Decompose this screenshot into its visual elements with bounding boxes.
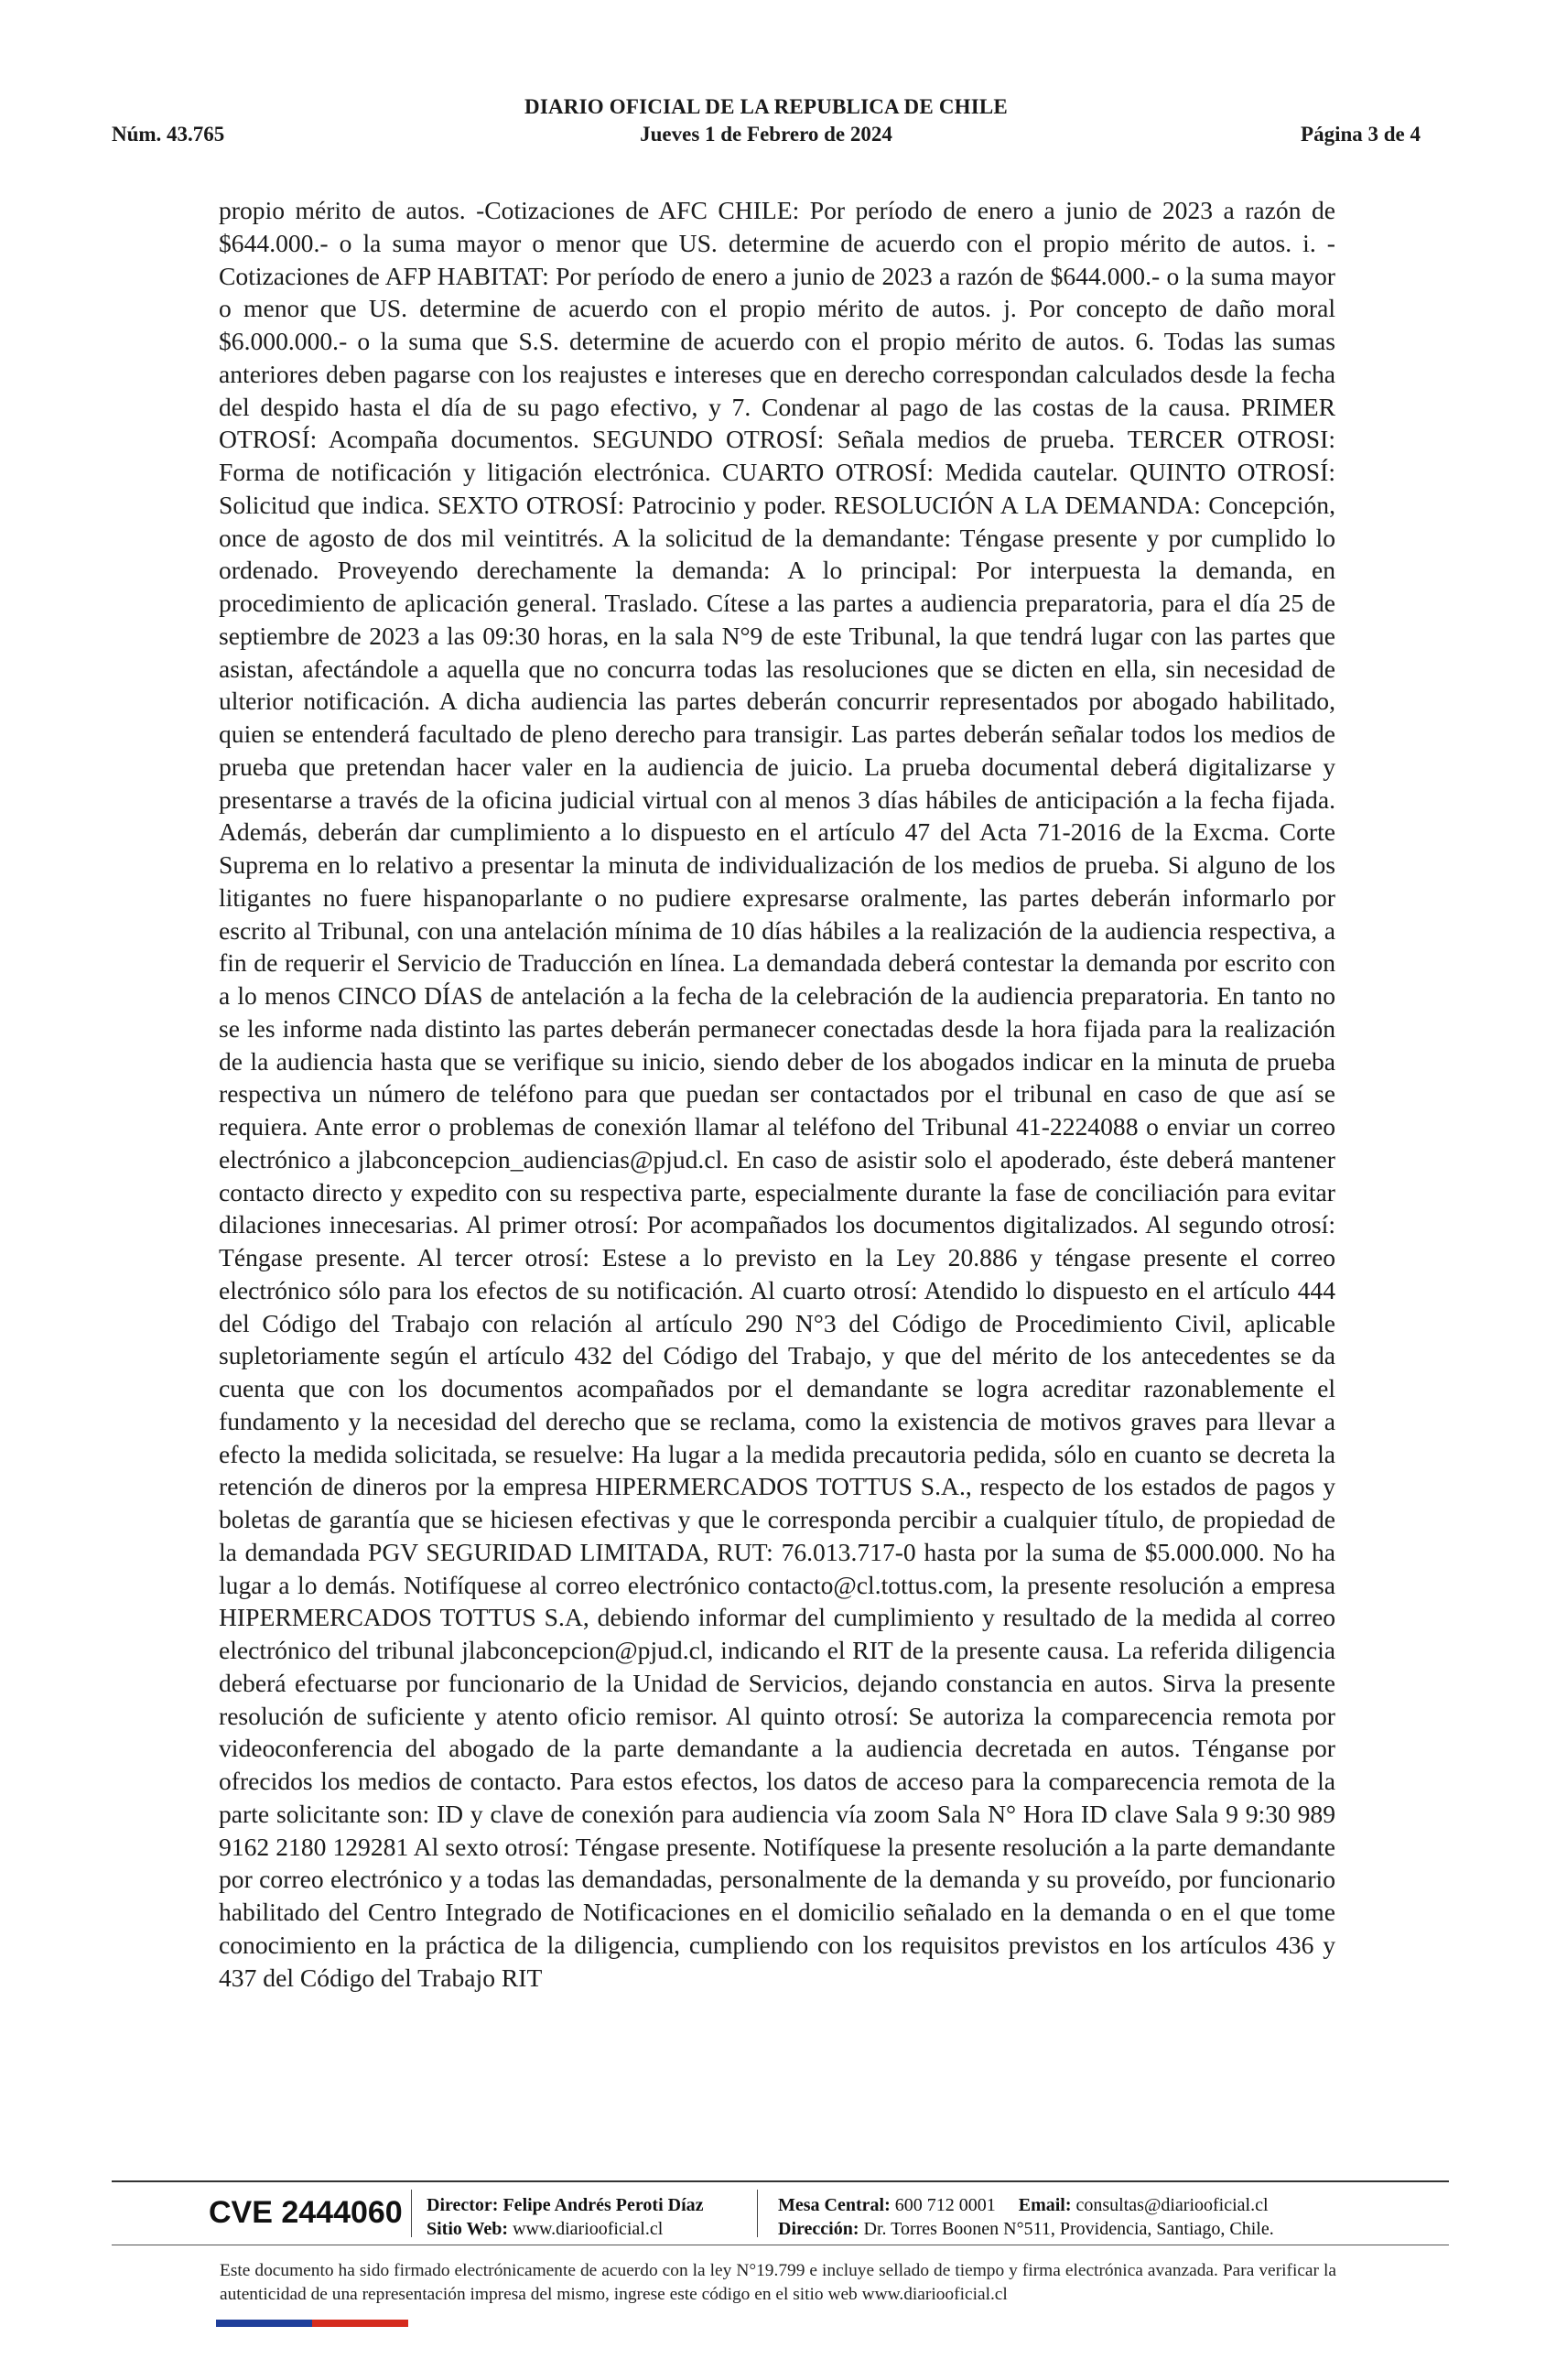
email-label: Email: [1018,2195,1072,2215]
page-footer [112,2186,1449,2241]
address-label: Dirección: [778,2219,859,2239]
cve-code: CVE 2444060 [209,2195,403,2230]
phone-label: Mesa Central: [778,2195,891,2215]
director-name: Felipe Andrés Peroti Díaz [502,2195,704,2215]
footer-divider [112,2180,1449,2182]
phone-value: 600 712 0001 [894,2195,996,2215]
email-link[interactable]: consultas@diariooficial.cl [1075,2195,1269,2215]
flag-red-segment [312,2320,408,2327]
address-value: Dr. Torres Boonen N°511, Providencia, Santiago, Chile. [863,2219,1274,2239]
chile-flag-bar [216,2320,408,2327]
footer-separator [411,2190,412,2237]
director-label: Director: [427,2195,499,2215]
flag-blue-segment [216,2320,312,2327]
signature-notice: Este documento ha sido firmado electrónicamente de acuerdo con la ley N°19.799 e incluye sellado de tiempo y firma electrónica avanzada. Para verificar la autenticidad de una representación impresa del mismo, ingrese este código en el sitio web www.diariooficial.cl [220,2261,1336,2304]
page-header [112,95,1421,150]
site-label: Sitio Web: [427,2219,509,2239]
footer-director-block [427,2193,704,2241]
footer-contact-block [778,2193,1274,2241]
issue-number: Núm. 43.765 [112,123,225,146]
page-number: Página 3 de 4 [1301,123,1421,146]
footer-separator [757,2190,758,2237]
site-link[interactable]: www.diariooficial.cl [513,2219,664,2239]
publication-title: DIARIO OFICIAL DE LA REPUBLICA DE CHILE [524,95,1008,118]
body-paragraph: propio mérito de autos. -Cotizaciones de AFC CHILE: Por período de enero a junio de 2023 a razón de $644.000.- o la suma mayor o menor que US. determine de acuerdo con el propio mérito de autos. i. -Cotizaciones de AFP HABITAT: Por período de enero a junio de 2023 a razón de $644.000.- o la suma mayor o menor que US. determine de acuerdo con el propio mérito de autos. j. Por concepto de daño moral $6.000.000.- o la suma que S.S. determine de acuerdo con el propio mérito de autos. 6. Todas las sumas anteriores deben pagarse con los reajustes e intereses que en derecho correspondan calculados desde la fecha del despido hasta el día de su pago efectivo, y 7. Condenar al pago de las costas de la causa. PRIMER OTROSÍ: Acompaña documentos. SEGUNDO OTROSÍ: Señala medios de prueba. TERCER OTROSI: Forma de notificación y litigación electrónica. CUARTO OTROSÍ: Medida cautelar. QUINTO OTROSÍ: Solicitud que indica. SEXTO OTROSÍ: Patrocinio y poder. RESOLUCIÓN A LA DEMANDA: Concepción, once de agosto de dos mil veintitrés. A la solicitud de la demandante: Téngase presente y por cumplido lo ordenado. Proveyendo derechamente la demanda: A lo principal: Por interpuesta la demanda, en procedimiento de aplicación general. Traslado. Cítese a las partes a audiencia preparatoria, para el día 25 de septiembre de 2023 a las 09:30 horas, en la sala N°9 de este Tribunal, la que tendrá lugar con las partes que asistan, afectándole a aquella que no concurra todas las resoluciones que se dicten en ella, sin necesidad de ulterior notificación. A dicha audiencia las partes deberán concurrir representados por abogado habilitado, quien se entenderá facultado de pleno derecho para transigir. Las partes deberán señalar todos los medios de prueba que pretendan hacer valer en la audiencia de juicio. La prueba documental deberá digitalizarse y presentarse a través de la oficina judicial virtual con al menos 3 días hábiles de anticipación a la fecha fijada. Además, deberán dar cumplimiento a lo dispuesto en el artículo 47 del Acta 71-2016 de la Excma. Corte Suprema en lo relativo a presentar la minuta de individualización de los medios de prueba. Si alguno de los litigantes no fuere hispanoparlante o no pudiere expresarse oralmente, las partes deberán informarlo por escrito al Tribunal, con una antelación mínima de 10 días hábiles a la realización de la audiencia respectiva, a fin de requerir el Servicio de Traducción en línea. La demandada deberá contestar la demanda por escrito con a lo menos CINCO DÍAS de antelación a la fecha de la celebración de la audiencia preparatoria. En tanto no se les informe nada distinto las partes deberán permanecer conectadas desde la hora fijada para la realización de la audiencia hasta que se verifique su inicio, siendo deber de los abogados indicar en la minuta de prueba respectiva un número de teléfono para que puedan ser contactados por el tribunal en caso de que así se requiera. Ante error o problemas de conexión llamar al teléfono del Tribunal 41-2224088 o enviar un correo electrónico a jlabconcepcion_audiencias@pjud.cl. En caso de asistir solo el apoderado, éste deberá mantener contacto directo y expedito con su respectiva parte, especialmente durante la fase de conciliación para evitar dilaciones innecesarias. Al primer otrosí: Por acompañados los documentos digitalizados. Al segundo otrosí: Téngase presente. Al tercer otrosí: Estese a lo previsto en la Ley 20.886 y téngase presente el correo electrónico sólo para los efectos de su notificación. Al cuarto otrosí: Atendido lo dispuesto en el artículo 444 del Código del Trabajo con relación al artículo 290 N°3 del Código de Procedimiento Civil, aplicable supletoriamente según el artículo 432 del Código del Trabajo, y que del mérito de los antecedentes se da cuenta que con los documentos acompañados por el demandante se logra acreditar razonablemente el fundamento y la necesidad del derecho que se reclama, como la existencia de motivos graves para llevar a efecto la medida solicitada, se resuelve: Ha lugar a la medida precautoria pedida, sólo en cuanto se decreta la retención de dineros por la empresa HIPERMERCADOS TOTTUS S.A., respecto de los estados de pagos y boletas de garantía que se hiciesen efectivas y que le corresponda percibir a cualquier título, de propiedad de la demandada PGV SEGURIDAD LIMITADA, RUT: 76.013.717-0 hasta por la suma de $5.000.000. No ha lugar a lo demás. Notifíquese al correo electrónico contacto@cl.tottus.com, la presente resolución a empresa HIPERMERCADOS TOTTUS S.A, debiendo informar del cumplimiento y resultado de la medida al correo electrónico del tribunal jlabconcepcion@pjud.cl, indicando el RIT de la presente causa. La referida diligencia deberá efectuarse por funcionario de la Unidad de Servicios, dejando constancia en autos. Sirva la presente resolución de suficiente y atento oficio remisor. Al quinto otrosí: Se autoriza la comparecencia remota por videoconferencia del abogado de la parte demandante a la audiencia decretada en autos. Ténganse por ofrecidos los medios de contacto. Para estos efectos, los datos de acceso para la comparecencia remota de la parte solicitante son: ID y clave de conexión para audiencia vía zoom Sala N° Hora ID clave Sala 9 9:30 989 9162 2180 129281 Al sexto otrosí: Téngase presente. Notifíquese la presente resolución a la parte demandante por correo electrónico y a todas las demandadas, personalmente de la demanda y su proveído, por funcionario habilitado del Centro Integrado de Notificaciones en el domicilio señalado en la demanda o en el que tome conocimiento en la práctica de la diligencia, cumpliendo con los requisitos previstos en los artículos 436 y 437 del Código del Trabajo RIT [219,196,1335,1992]
issue-date: Jueves 1 de Febrero de 2024 [640,123,892,146]
